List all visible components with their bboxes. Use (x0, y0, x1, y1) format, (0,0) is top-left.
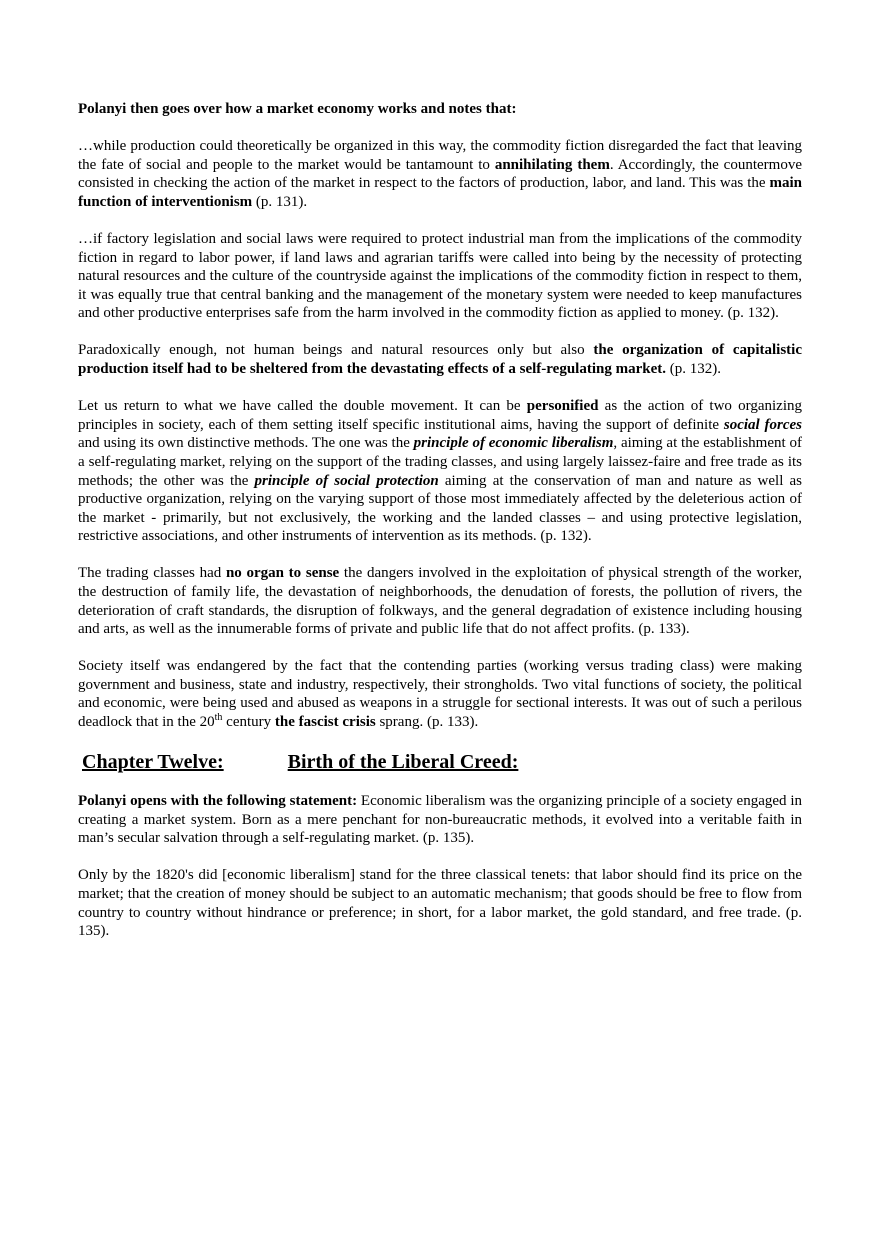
quote-paragraph-3: Paradoxically enough, not human beings and natural resources only but also the organization of capitalistic production itself had to be sheltered from the devastating effects of a self-regulating market. (p. 132). (78, 342, 802, 378)
emphasis-social-forces: social forces (723, 416, 802, 433)
emphasis-economic-liberalism: principle of economic liberalism (413, 435, 614, 452)
chapter-heading (82, 750, 802, 774)
emphasis-annihilating: annihilating them (494, 156, 610, 173)
quote-paragraph-1: …while production could theoretically be organized in this way, the commodity fiction disregarded the fact that leaving the fate of social and people to the market would be tantamount to annihilating them. Accordingly, the countermove consisted in checking the action of the market in respect to the factors of production, labor, and land. This was the main function of interventionism (p. 131). (78, 138, 802, 210)
emphasis-no-organ-to-sense: no organ to sense (225, 565, 340, 582)
emphasis-fascist-crisis: the fascist crisis (274, 714, 376, 731)
quote-paragraph-5: The trading classes had no organ to sense the dangers involved in the exploitation of physical strength of the worker, the destruction of family life, the devastation of neighborhoods, the denudation of forests, the pollution of rivers, the deterioration of craft standards, the disruption of folkways, and the general degradation of existence including housing and arts, as well as the innumerable forms of private and public life that do not affect profits. (p. 133). (78, 565, 803, 638)
document-body (78, 100, 802, 959)
chapter-title: Birth of the Liberal Creed: (287, 751, 519, 774)
emphasis-personified: personified (526, 398, 599, 415)
quote-paragraph-6: Society itself was endangered by the fact that the contending parties (working versus trading class) were making government and business, state and industry, respectively, their strongholds. Two vital functions of society, the political and economic, were being used and abused as weapons in a struggle for sectional interests. It was out of such a perilous deadlock that in the 20th century the fascist crisis sprang. (p. 133). (78, 658, 802, 731)
section-heading: Polanyi then goes over how a market economy works and notes that: (78, 101, 517, 117)
quote-paragraph-8: Only by the 1820's did [economic liberalism] stand for the three classical tenets: that labor should find its price on the market; that the creation of money should be subject to an automatic mechanism; that goods should be free to flow from country to country without hindrance or preference; in short, for a labor market, the gold standard, and free trade. (p. 135). (78, 867, 802, 940)
quote-paragraph-7: Polanyi opens with the following statement: Economic liberalism was the organizing principle of a society engaged in creating a market system. Born as a mere penchant for non-bureaucratic methods, it evolved into a veritable faith in man’s secular salvation through a self-regulating market. (p. 135). (78, 793, 803, 847)
quote-paragraph-4: Let us return to what we have called the double movement. It can be personified as the action of two organizing principles in society, each of them setting itself specific institutional aims, having the support of definite social forces and using its own distinctive methods. The one was the principle of economic liberalism, aiming at the establishment of a self-regulating market, relying on the support of the trading classes, and using largely laissez-faire and free trade as its methods; the other was the principle of social protection aiming at the conservation of man and nature as well as productive organization, relying on the varying support of those most immediately affected by the deleterious action of the market - primarily, but not exclusively, the working and the landed classes – and using protective legislation, restrictive associations, and other instruments of intervention as its methods. (p. 132). (78, 398, 803, 545)
emphasis-social-protection: principle of social protection (254, 472, 439, 489)
emphasis-opening-statement: Polanyi opens with the following statement: (78, 793, 358, 810)
emphasis-capitalistic-production: the organization of capitalistic production itself had to be sheltered from the devastating effects of a self-regulating market. (78, 342, 802, 378)
superscript-th: th (214, 712, 223, 724)
chapter-number: Chapter Twelve: (82, 751, 224, 774)
quote-paragraph-2: …if factory legislation and social laws were required to protect industrial man from the implications of the commodity fiction in regard to labor power, if land laws and agrarian tariffs were called into being by the necessity of protecting natural resources and the culture of the countryside against the implications of the commodity fiction in respect to them, it was equally true that central banking and the management of the monetary system were needed to keep manufactures and other productive enterprises safe from the harm involved in the commodity fiction as applied to money. (p. 132). (78, 230, 802, 322)
emphasis-interventionism: main function of interventionism (78, 175, 802, 210)
